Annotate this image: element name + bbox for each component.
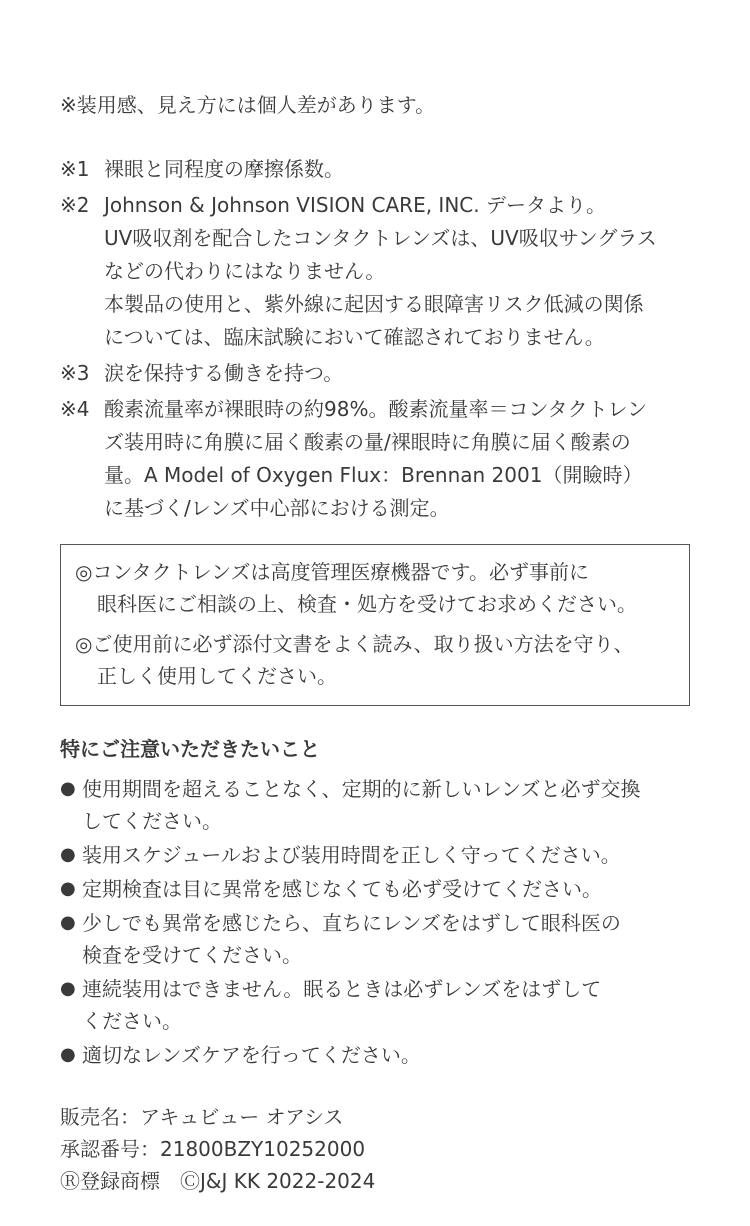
footnote-mark: ※2 <box>60 193 90 217</box>
footnote-line: 量。A Model of Oxygen Flux：Brennan 2001（開瞼時） <box>104 463 643 487</box>
notice-line: 眼科医にご相談の上、検査・処方を受けてお求めください。 <box>97 592 637 616</box>
caution-item <box>60 774 700 838</box>
caution-line: 装用スケジュールおよび装用時間を正しく守ってください。 <box>82 843 621 867</box>
intro-note: ※装用感、見え方には個人差があります。 <box>60 93 436 117</box>
footnote-line: ズ装用時に角膜に届く酸素の量/裸眼時に角膜に届く酸素の <box>104 430 631 454</box>
bullet-icon: ● <box>60 878 76 899</box>
caution-item <box>60 840 700 872</box>
caution-item <box>60 974 700 1038</box>
caution-item <box>60 1040 700 1072</box>
footnote-line: などの代わりにはなりません。 <box>104 259 386 283</box>
footnote-3 <box>60 358 700 391</box>
product-footer <box>60 1102 700 1196</box>
footnote-1 <box>60 154 700 187</box>
footnote-mark: ※1 <box>60 157 90 181</box>
caution-line: 定期検査は目に異常を感じなくても必ず受けてください。 <box>82 877 602 901</box>
caution-line: 連続装用はできません。眠るときは必ずレンズをはずして <box>82 977 602 1001</box>
footnote-mark: ※4 <box>60 397 90 421</box>
caution-heading: 特にご注意いただきたいこと <box>60 737 320 761</box>
trademark-notice: Ⓡ登録商標 ⒸJ&J KK 2022-2024 <box>60 1169 376 1193</box>
caution-line: 検査を受けてください。 <box>82 943 302 967</box>
notice-item-2 <box>75 629 689 691</box>
caution-line: ください。 <box>82 1009 182 1033</box>
bullet-icon: ● <box>60 844 76 865</box>
footnote-line: 酸素流量率が裸眼時の約98%。酸素流量率＝コンタクトレン <box>104 397 648 421</box>
notice-line: ◎コンタクトレンズは高度管理医療機器です。必ず事前に <box>75 560 589 584</box>
footnote-line: 裸眼と同程度の摩擦係数。 <box>104 157 344 181</box>
footnote-line: 本製品の使用と、紫外線に起因する眼障害リスク低減の関係 <box>104 292 644 316</box>
footnote-mark: ※3 <box>60 361 90 385</box>
caution-line: 適切なレンズケアを行ってください。 <box>82 1043 421 1067</box>
footnote-line: Johnson & Johnson VISION CARE, INC. データより。 <box>104 193 606 217</box>
footnote-4 <box>60 394 700 526</box>
bullet-icon: ● <box>60 1044 76 1065</box>
footnote-2 <box>60 190 700 355</box>
bullet-icon: ● <box>60 778 76 799</box>
footnote-line: に基づく/レンズ中心部における測定。 <box>104 496 450 520</box>
caution-item <box>60 874 700 906</box>
bullet-icon: ● <box>60 912 76 933</box>
caution-line: 使用期間を超えることなく、定期的に新しいレンズと必ず交換 <box>82 777 641 801</box>
footnote-line: については、臨床試験において確認されておりません。 <box>104 325 605 349</box>
caution-line: してください。 <box>82 809 222 833</box>
approval-number: 承認番号：21800BZY10252000 <box>60 1137 366 1161</box>
sales-name: 販売名：アキュビュー オアシス <box>60 1105 344 1129</box>
bullet-icon: ● <box>60 978 76 999</box>
notice-line: 正しく使用してください。 <box>97 664 337 688</box>
caution-line: 少しでも異常を感じたら、直ちにレンズをはずして眼科医の <box>82 911 621 935</box>
footnote-list <box>60 154 700 526</box>
caution-list <box>60 774 700 1072</box>
notice-item-1 <box>75 557 689 619</box>
notice-line: ◎ご使用前に必ず添付文書をよく読み、取り扱い方法を守り、 <box>75 632 634 656</box>
caution-item <box>60 908 700 972</box>
footnote-line: 涙を保持する働きを持つ。 <box>104 361 344 385</box>
footnote-line: UV吸収剤を配合したコンタクトレンズは、UV吸収サングラス <box>104 226 657 250</box>
document-page <box>60 90 700 1198</box>
notice-box <box>60 544 690 706</box>
